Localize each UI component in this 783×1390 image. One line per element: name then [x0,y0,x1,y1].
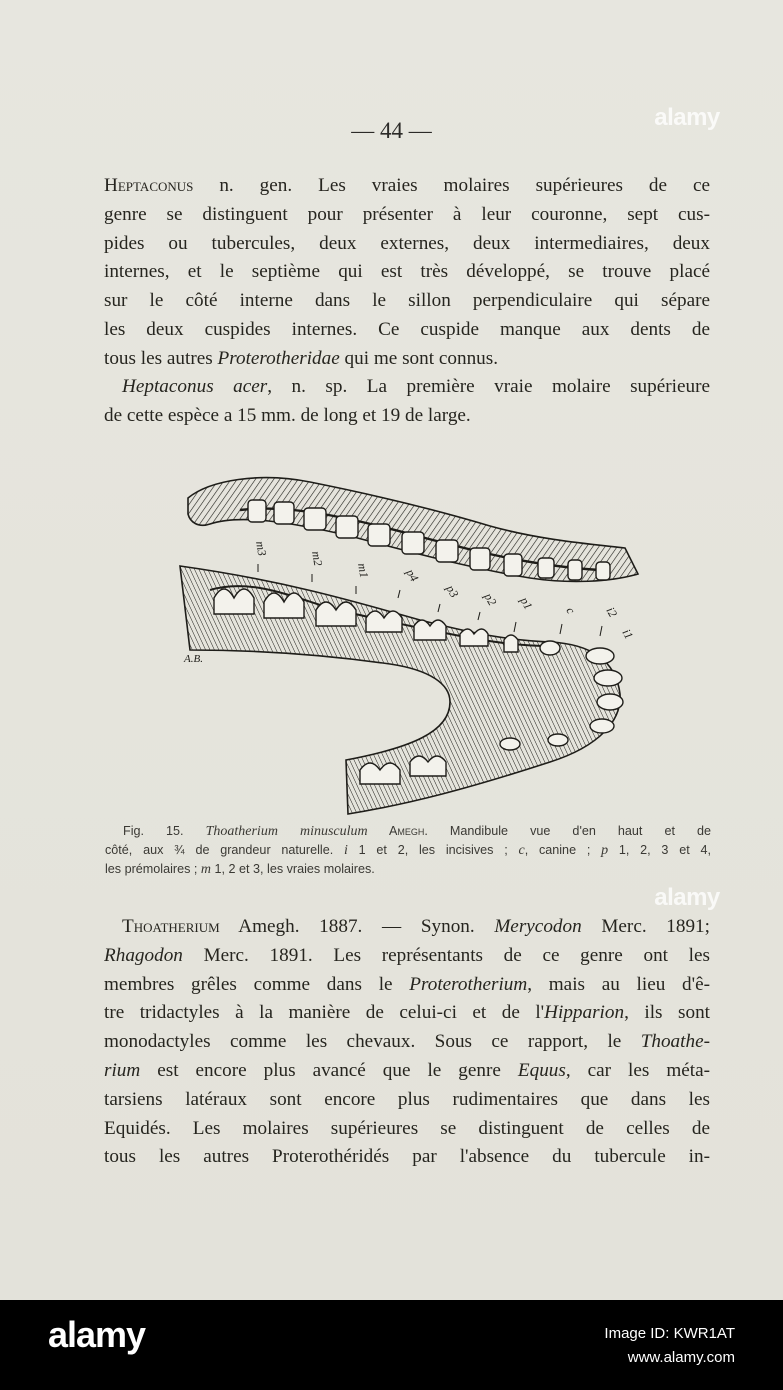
text-line: Heptaconus acer, n. sp. La première vraie molaire supérieure [122,376,710,397]
lower-jaw-top-view [180,566,623,814]
family-name: Proterotheridae [217,347,340,369]
tooth-label: p3 [443,582,462,600]
text-line: tre tridactyles à la manière de celui-ci et de l'Hipparion, ils sont [104,1002,710,1024]
species-name: Heptaconus acer [122,376,268,397]
mandible-illustration [170,470,645,822]
text-line: tarsiens latéraux sont encore plus rudimentaires que dans les [104,1088,710,1110]
text-line: genre se distinguent pour présenter à leur couronne, sept cus- [104,203,710,225]
text-line: Thoatherium Amegh. 1887. — Synon. Merycodon Merc. 1891; [122,916,710,937]
site-url: www.alamy.com [627,1349,735,1366]
text-line: rium est encore plus avancé que le genre Equus, car les méta- [104,1059,710,1081]
genus-name: Heptaconus [104,175,194,196]
genus-name: Thoatherium [122,916,220,937]
upper-jaw-side-view [188,478,638,582]
paragraph-heptaconus-species [104,373,710,431]
species-name: Thoatherium minusculum [205,824,368,839]
caption-line: Fig. 15. Thoatherium minusculum Amegh. Mandibule vue d'en haut et de [123,824,711,839]
paragraph-heptaconus-genus [104,172,710,374]
page-number: — 44 — [351,118,432,143]
text-line: monodactyles comme les chevaux. Sous ce rapport, le Thoathe- [104,1031,710,1053]
brand-logo: alamy [48,1314,146,1355]
caption-line: les prémolaires ; m 1, 2 et 3, les vraies molaires. [105,862,375,877]
tooth-label: m3 [253,540,270,557]
watermark-logo: alamy [654,884,720,911]
text-line: sur le côté interne dans le sillon perpendiculaire qui sépare [104,290,710,312]
tooth-label: p2 [481,590,500,608]
tooth-label: c [563,604,579,617]
text-line: de cette espèce a 15 mm. de long et 19 de large. [104,404,471,426]
text-line: membres grêles comme dans le Proterotherium, mais au lieu d'ê- [104,973,710,995]
tooth-label: m2 [309,550,326,567]
text-line: les deux cuspides internes. Ce cuspide manque aux dents de [104,318,710,340]
tooth-label: p1 [517,594,536,612]
watermark-logo: alamy [654,104,720,131]
tooth-label: p4 [403,566,422,584]
text-line: Rhagodon Merc. 1891. Les représentants de ce genre ont les [104,944,710,966]
image-id-text: Image ID: KWR1AT [604,1325,735,1342]
figure-caption [105,822,711,879]
tooth-label: i1 [619,626,637,642]
text-line: tous les autres Proterotheridae qui me sont connus. [104,347,499,369]
text-line: Heptaconus n. gen. Les vraies molaires supérieures de ce [104,175,710,196]
text-line: Equidés. Les molaires supérieures se distinguent de celles de [104,1117,710,1139]
text-line: internes, et le septième qui est très développé, se trouve placé [104,261,710,283]
tooth-label: m1 [355,562,372,579]
paragraph-thoatherium [104,913,710,1172]
image-id-block [604,1322,735,1370]
text-line: tous les autres Proterothéridés par l'absence du tubercule in- [104,1146,710,1168]
tooth-label: i2 [603,604,621,620]
text-line: pides ou tubercules, deux externes, deux intermediaires, deux [104,232,710,254]
caption-line: côté, aux ¾ de grandeur naturelle. i 1 et 2, les incisives ; c, canine ; p 1, 2, 3 et 4, [105,843,711,858]
illustrator-initials: A.B. [184,653,203,665]
